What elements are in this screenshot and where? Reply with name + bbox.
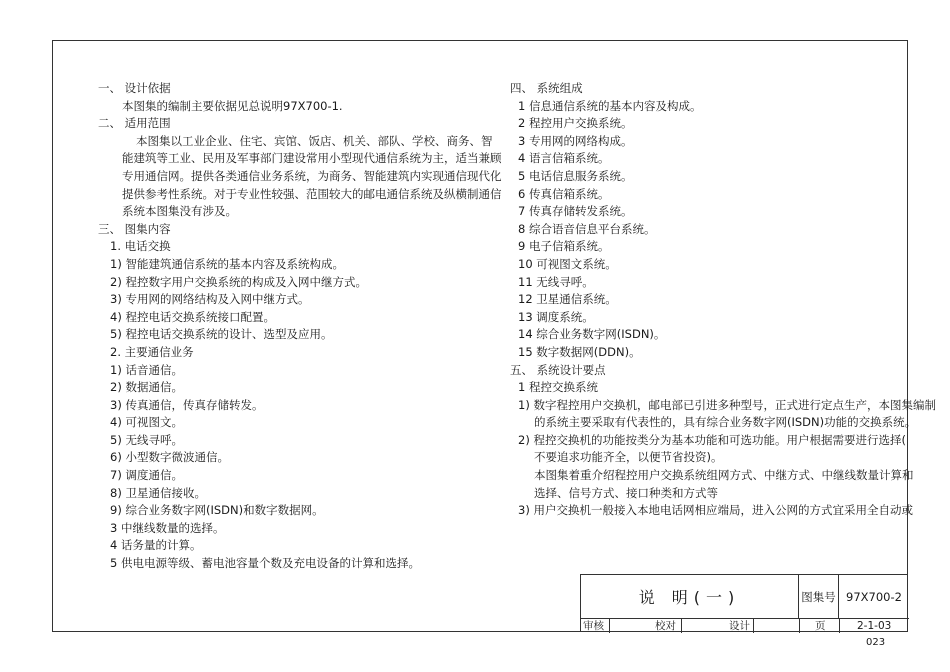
- document-title: 说 明(一): [581, 575, 799, 619]
- divider: [753, 619, 754, 633]
- text-line: 1 程控交换系统: [518, 380, 598, 395]
- text-line: 9 电子信箱系统。: [518, 239, 610, 254]
- text-line: 1) 数字程控用户交换机，邮电部已引进多种型号，正式进行定点生产，本图集编制: [518, 397, 936, 412]
- design-label: 设计: [729, 620, 750, 632]
- text-line: 14 综合业务数字网(ISDN)。: [518, 327, 666, 342]
- divider: [799, 619, 800, 633]
- text-line: 2) 程控交换机的功能按类分为基本功能和可选功能。用户根据需要进行选择(: [518, 432, 906, 447]
- text-line: 本图集的编制主要依据见总说明97X700-1.: [122, 98, 343, 113]
- text-line: 2) 数据通信。: [110, 380, 183, 395]
- text-line: 五、 系统设计要点: [510, 362, 606, 377]
- text-line: 能建筑等工业、民用及军事部门建设常用小型现代通信系统为主，适当兼顾: [122, 151, 502, 166]
- text-line: 本图集以工业企业、住宅、宾馆、饭店、机关、部队、学校、商务、智: [136, 133, 493, 148]
- text-line: 8 综合语音信息平台系统。: [518, 221, 656, 236]
- text-line: 2) 程控数字用户交换系统的构成及入网中继方式。: [110, 274, 367, 289]
- text-line: 4 语言信箱系统。: [518, 151, 610, 166]
- text-line: 专用通信网。提供各类通信业务系统，为商务、智能建筑内实现通信现代化: [122, 168, 502, 183]
- review-label: 审核: [583, 620, 604, 632]
- text-line: 5) 无线寻呼。: [110, 432, 183, 447]
- page-number: 023: [866, 637, 886, 648]
- text-line: 6 传真信箱系统。: [518, 186, 610, 201]
- divider: [681, 619, 682, 633]
- title-block: [580, 574, 908, 632]
- atlas-number-label: 图集号: [799, 575, 839, 619]
- text-line: 3 中继线数量的选择。: [110, 520, 225, 535]
- text-line: 3) 传真通信，传真存储转发。: [110, 397, 264, 412]
- check-label: 校对: [655, 620, 676, 632]
- text-line: 3 专用网的网络构成。: [518, 133, 633, 148]
- text-line: 13 调度系统。: [518, 309, 594, 324]
- text-line: 5 电话信息服务系统。: [518, 168, 633, 183]
- text-line: 2. 主要通信业务: [110, 344, 194, 359]
- text-line: 3) 用户交换机一般接入本地电话网相应端局，进入公网的方式宜采用全自动或: [518, 503, 913, 518]
- text-line: 9) 综合业务数字网(ISDN)和数字数据网。: [110, 503, 324, 518]
- text-line: 系统本图集没有涉及。: [122, 204, 237, 219]
- text-line: 11 无线寻呼。: [518, 274, 594, 289]
- text-line: 6) 小型数字微波通信。: [110, 450, 229, 465]
- left-column: [98, 80, 502, 573]
- text-line: 2 程控用户交换系统。: [518, 116, 633, 131]
- text-line: 7 传真存储转发系统。: [518, 204, 633, 219]
- divider: [839, 619, 840, 633]
- text-line: 1) 话音通信。: [110, 362, 183, 377]
- text-line: 1) 智能建筑通信系统的基本内容及系统构成。: [110, 256, 344, 271]
- text-line: 4) 可视图文。: [110, 415, 183, 430]
- page-label: 页: [815, 620, 826, 632]
- text-line: 5) 程控电话交换系统的设计、选型及应用。: [110, 327, 333, 342]
- text-line: 二、 适用范围: [98, 116, 171, 131]
- text-line: 三、 图集内容: [98, 221, 171, 236]
- text-line: 8) 卫星通信接收。: [110, 485, 206, 500]
- text-line: 的系统主要采取有代表性的，具有综合业务数字网(ISDN)功能的交换系统。: [534, 415, 917, 430]
- text-line: 四、 系统组成: [510, 81, 583, 95]
- text-line: 5 供电电源等级、蓄电池容量个数及充电设备的计算和选择。: [110, 556, 420, 571]
- divider: [609, 619, 610, 633]
- page-code: 2-1-03: [857, 620, 892, 632]
- text-line: 4) 程控电话交换系统接口配置。: [110, 309, 275, 324]
- text-line: 一、 设计依据: [98, 81, 171, 95]
- text-line: 1 信息通信系统的基本内容及构成。: [518, 98, 702, 113]
- text-line: 10 可视图文系统。: [518, 256, 617, 271]
- text-line: 12 卫星通信系统。: [518, 292, 617, 307]
- right-column: [510, 80, 936, 520]
- text-line: 不要追求功能齐全，以便节省投资)。: [534, 450, 723, 465]
- text-line: 选择、信号方式、接口种类和方式等: [534, 485, 718, 500]
- text-line: 4 话务量的计算。: [110, 538, 202, 553]
- text-line: 本图集着重介绍程控用户交换系统组网方式、中继方式、中继线数量计算和: [534, 468, 914, 483]
- atlas-number: 97X700-2: [839, 575, 909, 619]
- text-line: 1. 电话交换: [110, 239, 171, 254]
- text-line: 15 数字数据网(DDN)。: [518, 344, 641, 359]
- text-line: 3) 专用网的网络结构及入网中继方式。: [110, 292, 310, 307]
- text-line: 提供参考性系统。对于专业性较强、范围较大的邮电通信系统及纵横制通信: [122, 186, 502, 201]
- text-line: 7) 调度通信。: [110, 468, 183, 483]
